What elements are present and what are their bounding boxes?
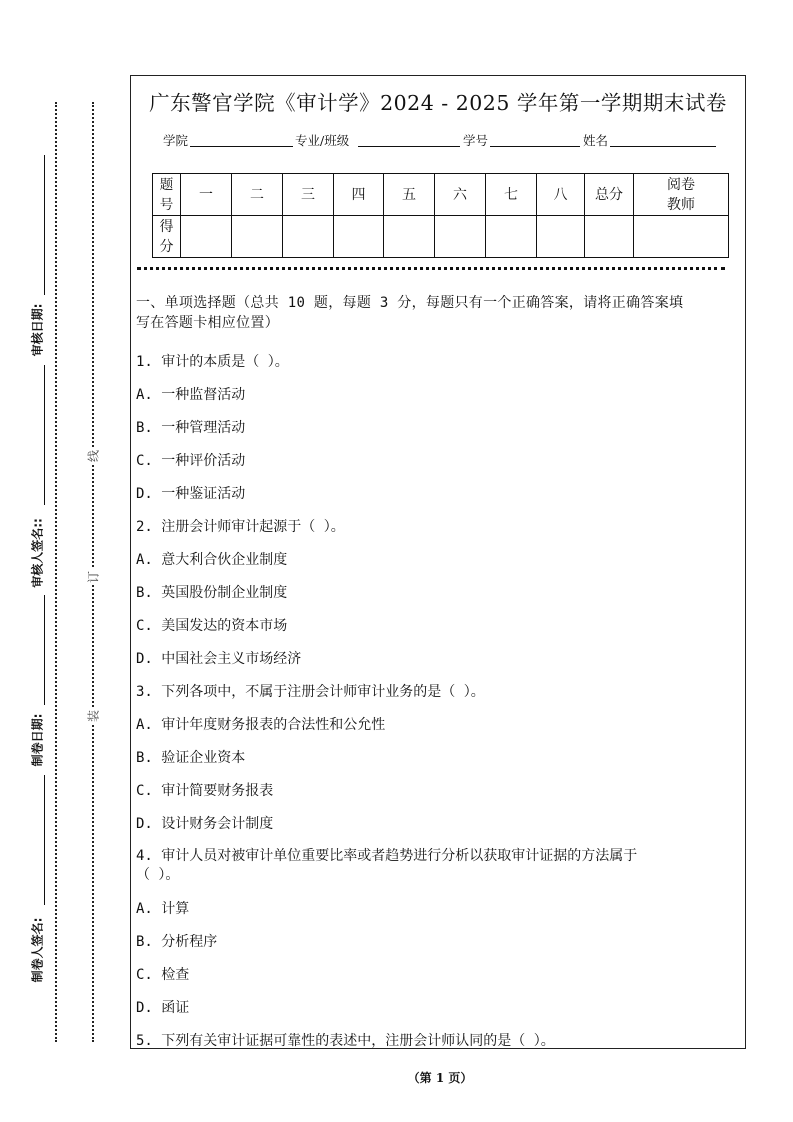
page-number: （第 1 页） (407, 1071, 473, 1085)
margin-dotted-line-outer (55, 102, 57, 1042)
col-header: 五 (384, 174, 435, 216)
name-field[interactable] (610, 146, 716, 147)
col-header: 阅卷教师 (634, 174, 729, 216)
college-label: 学院 (163, 133, 189, 148)
answer-option: D. 中国社会主义市场经济 (136, 651, 302, 667)
answer-option: B. 英国股份制企业制度 (136, 585, 288, 601)
answer-option: C. 一种评价活动 (136, 453, 246, 469)
maker-sign-label: 制卷人签名: (30, 917, 45, 983)
score-cell[interactable] (585, 216, 634, 258)
col-header: 八 (537, 174, 585, 216)
answer-option: D. 一种鉴证活动 (136, 486, 246, 502)
dotted-separator (137, 267, 725, 270)
reviewer-sign-line (44, 365, 45, 505)
section-heading (136, 293, 741, 333)
score-cell[interactable] (435, 216, 486, 258)
score-cell[interactable] (181, 216, 232, 258)
score-row (153, 216, 729, 258)
score-cell[interactable] (537, 216, 585, 258)
student-id-field[interactable] (490, 146, 580, 147)
col-header: 四 (334, 174, 384, 216)
score-cell[interactable] (334, 216, 384, 258)
maker-sign-line (44, 775, 45, 905)
answer-option: B. 分析程序 (136, 934, 218, 950)
col-header: 二 (232, 174, 283, 216)
binding-mark-xian: 线 (86, 449, 101, 463)
score-cell[interactable] (486, 216, 537, 258)
section-heading-line: 一、单项选择题（总共 10 题，每题 3 分，每题只有一个正确答案，请将正确答案填 (136, 295, 684, 311)
score-table (152, 173, 729, 258)
col-header: 七 (486, 174, 537, 216)
review-date-label: 审核日期: (30, 303, 45, 357)
answer-option: D. 函证 (136, 1000, 190, 1016)
col-header: 六 (435, 174, 486, 216)
question-stem: 3. 下列各项中，不属于注册会计师审计业务的是（ ）。 (136, 684, 485, 700)
col-header: 三 (283, 174, 334, 216)
score-cell[interactable] (634, 216, 729, 258)
question-4 (136, 841, 741, 893)
answer-option: A. 一种监督活动 (136, 387, 246, 403)
reviewer-sign-label: 审核人签名:: (30, 518, 45, 588)
col-header: 一 (181, 174, 232, 216)
answer-option: B. 一种管理活动 (136, 420, 246, 436)
answer-option: B. 验证企业资本 (136, 750, 246, 766)
question-stem: 1. 审计的本质是（ ）。 (136, 354, 289, 370)
answer-option: A. 审计年度财务报表的合法性和公允性 (136, 717, 386, 733)
col-header: 总分 (585, 174, 634, 216)
binding-mark-zhuang: 装 (86, 709, 101, 723)
review-date-line (44, 155, 45, 295)
row-label-score: 得分 (153, 216, 181, 258)
answer-option: D. 设计财务会计制度 (136, 816, 274, 832)
row-label-question-number: 题号 (153, 174, 181, 216)
binding-mark-ding: 订 (86, 570, 101, 584)
major-class-label: 专业/班级 (295, 133, 350, 148)
question-stem: 2. 注册会计师审计起源于（ ）。 (136, 519, 345, 535)
answer-option: C. 美国发达的资本市场 (136, 618, 288, 634)
question-text-line: （ ）。 (136, 867, 180, 883)
score-cell[interactable] (384, 216, 435, 258)
question-text-line: 4. 审计人员对被审计单位重要比率或者趋势进行分析以获取审计证据的方法属于 (136, 848, 638, 864)
score-cell[interactable] (283, 216, 334, 258)
answer-option: C. 检查 (136, 967, 190, 983)
section-heading-line: 写在答题卡相应位置） (136, 315, 279, 331)
answer-option: A. 意大利合伙企业制度 (136, 552, 288, 568)
exam-title: 广东警官学院《审计学》2024 - 2025 学年第一学期期末试卷 (149, 91, 727, 115)
answer-option: A. 计算 (136, 901, 190, 917)
student-id-label: 学号 (463, 133, 489, 148)
question-number-row (153, 174, 729, 216)
score-cell[interactable] (232, 216, 283, 258)
name-label: 姓名 (583, 133, 609, 148)
make-date-label: 制卷日期: (30, 713, 45, 767)
question-content (136, 293, 741, 1058)
answer-option: C. 审计简要财务报表 (136, 783, 274, 799)
question-stem: 5. 下列有关审计证据可靠性的表述中，注册会计师认同的是（ ）。 (136, 1033, 555, 1049)
make-date-line (44, 595, 45, 705)
college-field[interactable] (190, 146, 293, 147)
major-class-field[interactable] (358, 146, 460, 147)
